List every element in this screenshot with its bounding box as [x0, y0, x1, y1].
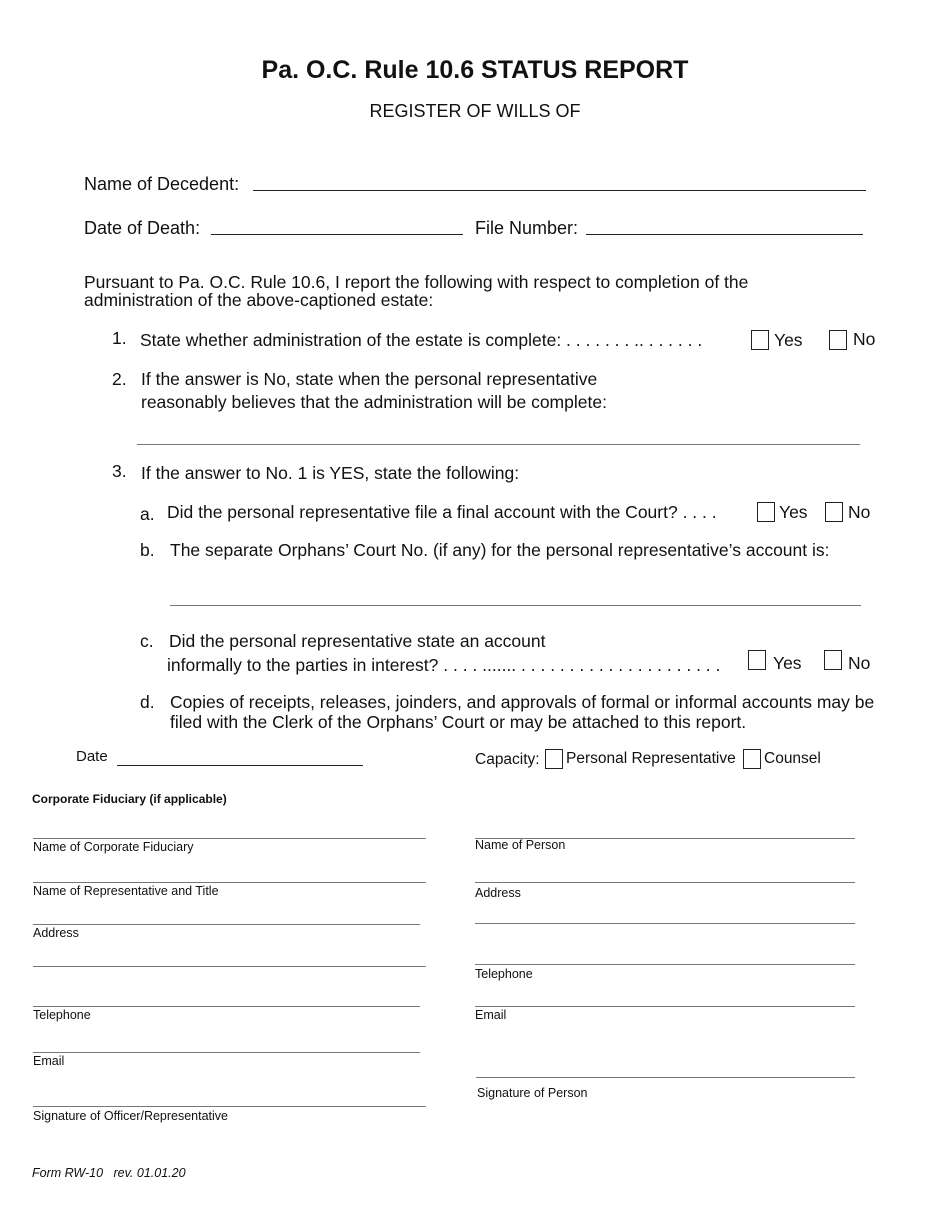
q3d-line-2: filed with the Clerk of the Orphans’ Court or may be attached to this report. — [170, 712, 747, 732]
q3-number: 3. — [112, 461, 127, 481]
q3c-yes-checkbox[interactable] — [748, 650, 766, 670]
q3c-letter: c. — [140, 631, 154, 651]
q1-no-checkbox[interactable] — [829, 330, 847, 350]
intro-line-2: administration of the above-captioned estate: — [84, 290, 434, 310]
q3b-text: The separate Orphans’ Court No. (if any) for the personal representative’s account is: — [170, 540, 830, 560]
q3a-letter: a. — [140, 504, 155, 524]
q1-text: State whether administration of the estate is complete: . . . . . . . .. . . . . . . — [140, 330, 703, 350]
corporate-name-label: Name of Corporate Fiduciary — [33, 840, 194, 854]
person-name-label: Name of Person — [475, 838, 566, 852]
corporate-rep-label: Name of Representative and Title — [33, 884, 219, 898]
person-email-label: Email — [475, 1008, 507, 1022]
corporate-address-field-2[interactable] — [33, 966, 426, 967]
person-signature-field[interactable] — [476, 1077, 855, 1078]
file-number-label: File Number: — [475, 218, 579, 238]
q3d-letter: d. — [140, 692, 155, 712]
file-number-field[interactable] — [586, 234, 863, 235]
person-telephone-label: Telephone — [475, 967, 533, 981]
q3a-yes-label: Yes — [779, 502, 808, 522]
corporate-address-label: Address — [33, 926, 79, 940]
capacity-counsel-checkbox[interactable] — [743, 749, 761, 769]
corporate-rep-field[interactable] — [33, 882, 426, 883]
q1-yes-label: Yes — [774, 330, 803, 350]
person-address-label: Address — [475, 886, 521, 900]
corporate-heading: Corporate Fiduciary (if applicable) — [32, 792, 227, 806]
corporate-telephone-label: Telephone — [33, 1008, 91, 1022]
q3b-answer-field[interactable] — [170, 605, 861, 606]
person-address-field-2[interactable] — [475, 923, 855, 924]
q3d-line-1: Copies of receipts, releases, joinders, and approvals of formal or informal accounts may be — [170, 692, 875, 712]
date-label: Date — [76, 748, 108, 765]
q2-line-1: If the answer is No, state when the personal representative — [141, 369, 598, 389]
corporate-name-field[interactable] — [33, 838, 426, 839]
q2-line-2: reasonably believes that the administration will be complete: — [141, 392, 607, 412]
q3a-yes-checkbox[interactable] — [757, 502, 775, 522]
q3a-text: Did the personal representative file a final account with the Court? . . . . — [167, 502, 717, 522]
q2-answer-field[interactable] — [137, 444, 860, 445]
q1-no-label: No — [853, 329, 876, 349]
q3a-no-label: No — [848, 502, 871, 522]
person-telephone-field[interactable] — [475, 964, 855, 965]
q3a-no-checkbox[interactable] — [825, 502, 843, 522]
capacity-counsel-label: Counsel — [764, 750, 821, 767]
q3c-no-label: No — [848, 653, 871, 673]
person-address-field[interactable] — [475, 882, 855, 883]
corporate-email-field[interactable] — [33, 1052, 420, 1053]
intro-line-1: Pursuant to Pa. O.C. Rule 10.6, I report the following with respect to completion of the — [84, 272, 749, 292]
capacity-personal-rep-label: Personal Representative — [566, 750, 736, 767]
corporate-address-field[interactable] — [33, 924, 420, 925]
q3c-no-checkbox[interactable] — [824, 650, 842, 670]
date-of-death-label: Date of Death: — [84, 218, 201, 238]
q3b-letter: b. — [140, 540, 155, 560]
decedent-label: Name of Decedent: — [84, 174, 240, 194]
corporate-signature-label: Signature of Officer/Representative — [33, 1109, 229, 1123]
corporate-signature-field[interactable] — [33, 1106, 426, 1107]
date-of-death-field[interactable] — [211, 234, 463, 235]
decedent-field[interactable] — [253, 190, 866, 191]
capacity-personal-rep-checkbox[interactable] — [545, 749, 563, 769]
q2-number: 2. — [112, 369, 127, 389]
form-id-footer: Form RW-10 rev. 01.01.20 — [32, 1166, 186, 1180]
capacity-label: Capacity: — [475, 751, 540, 768]
corporate-email-label: Email — [33, 1054, 65, 1068]
date-field[interactable] — [117, 765, 363, 766]
q3c-yes-label: Yes — [773, 653, 802, 673]
person-email-field[interactable] — [475, 1006, 855, 1007]
corporate-telephone-field[interactable] — [33, 1006, 420, 1007]
q3c-line-1: Did the personal representative state an account — [169, 631, 546, 651]
q3c-line-2: informally to the parties in interest? . . . . ....... . . . . . . . . . . . . . . . . . . . . . — [167, 655, 721, 675]
page-title: Pa. O.C. Rule 10.6 STATUS REPORT — [261, 56, 689, 84]
person-signature-label: Signature of Person — [477, 1086, 588, 1100]
page-subtitle: REGISTER OF WILLS OF — [369, 101, 581, 121]
q3-text: If the answer to No. 1 is YES, state the following: — [141, 463, 520, 483]
q1-number: 1. — [112, 328, 127, 348]
q1-yes-checkbox[interactable] — [751, 330, 769, 350]
